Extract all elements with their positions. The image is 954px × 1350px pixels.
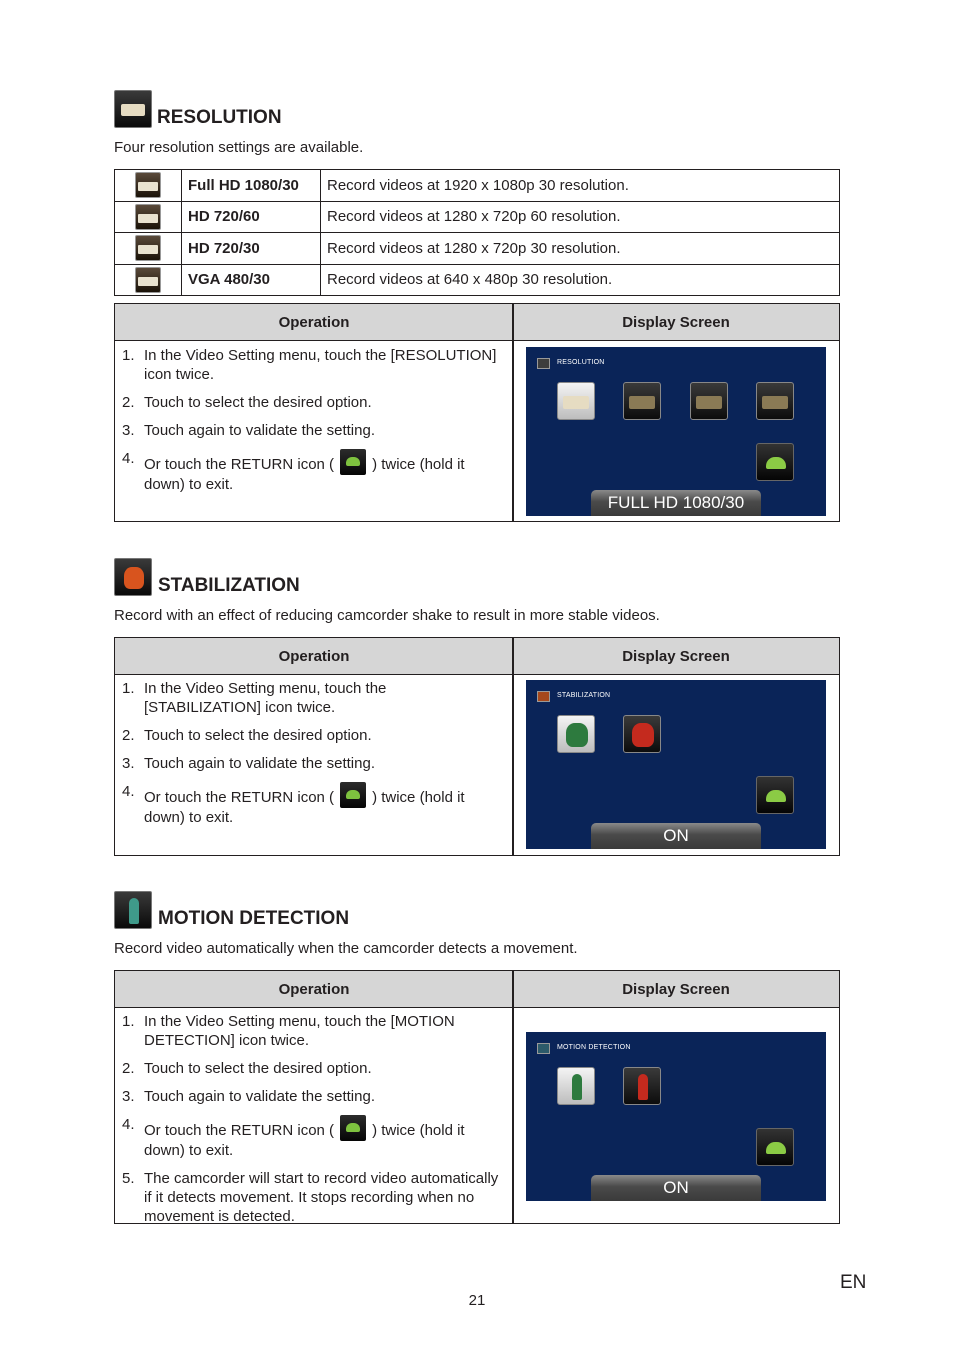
table-header bbox=[115, 304, 839, 341]
table-row bbox=[115, 233, 840, 265]
table-header bbox=[115, 638, 839, 675]
resolution-display-screen bbox=[526, 347, 826, 516]
display-screen-header: Display Screen bbox=[622, 314, 730, 331]
resolution-name: HD 720/60 bbox=[182, 201, 321, 233]
list-item: 1. In the Video Setting menu, touch the [STABILIZATION] icon twice. bbox=[122, 680, 387, 716]
screen-title: STABILIZATION bbox=[557, 692, 611, 699]
resolution-description: Four resolution settings are available. bbox=[114, 139, 364, 156]
motion-detection-off-option-icon[interactable] bbox=[623, 1067, 661, 1105]
hd-720-60-icon bbox=[135, 204, 161, 230]
stabilization-off-option-icon[interactable] bbox=[623, 715, 661, 753]
motion-detection-operation-table bbox=[114, 970, 840, 1224]
resolution-name: HD 720/30 bbox=[182, 233, 321, 265]
motion-detection-description: Record video automatically when the camcorder detects a movement. bbox=[114, 940, 578, 957]
list-item: 5. The camcorder will start to record video automatically if it detects movement. It stops recording when no movement is detected. bbox=[122, 1170, 499, 1225]
table-row bbox=[115, 170, 840, 202]
motion-detection-small-icon bbox=[537, 1043, 550, 1054]
resolution-desc: Record videos at 1280 x 720p 60 resolution. bbox=[321, 201, 840, 233]
stabilization-heading: STABILIZATION bbox=[158, 575, 300, 596]
operation-steps bbox=[121, 1012, 506, 1235]
selected-value-bar: FULL HD 1080/30 bbox=[591, 490, 761, 516]
full-hd-option-icon[interactable] bbox=[557, 382, 595, 420]
table-row bbox=[115, 201, 840, 233]
resolution-desc: Record videos at 1920 x 1080p 30 resolution. bbox=[321, 170, 840, 202]
return-button-icon[interactable] bbox=[756, 776, 794, 814]
operation-steps bbox=[121, 679, 506, 836]
hd-720-30-option-icon[interactable] bbox=[690, 382, 728, 420]
stabilization-operation-table bbox=[114, 637, 840, 856]
resolution-heading: RESOLUTION bbox=[157, 107, 282, 128]
table-row bbox=[115, 264, 840, 296]
list-item: 2. Touch to select the desired option. bbox=[122, 394, 372, 411]
motion-detection-section-icon bbox=[114, 891, 152, 929]
list-item: 4. Or touch the RETURN icon ( ) twice (hold it down) to exit. bbox=[122, 783, 465, 826]
language-label: EN bbox=[840, 1272, 867, 1293]
motion-detection-on-option-icon[interactable] bbox=[557, 1067, 595, 1105]
operation-header: Operation bbox=[278, 648, 350, 665]
motion-detection-display-screen bbox=[526, 1032, 826, 1201]
return-button-icon[interactable] bbox=[756, 443, 794, 481]
list-item: 1. In the Video Setting menu, touch the [MOTION DETECTION] icon twice. bbox=[122, 1013, 455, 1049]
page-number: 21 bbox=[468, 1292, 486, 1309]
table-header bbox=[115, 971, 839, 1008]
list-item: 3. Touch again to validate the setting. bbox=[122, 755, 375, 772]
list-item: 2. Touch to select the desired option. bbox=[122, 727, 372, 744]
list-item: 1. In the Video Setting menu, touch the [RESOLUTION] icon twice. bbox=[122, 347, 497, 383]
stabilization-small-icon bbox=[537, 691, 550, 702]
display-screen-header: Display Screen bbox=[622, 648, 730, 665]
resolution-name: VGA 480/30 bbox=[182, 264, 321, 296]
resolution-operation-table bbox=[114, 303, 840, 522]
vga-option-icon[interactable] bbox=[756, 382, 794, 420]
hd-720-30-icon bbox=[135, 235, 161, 261]
stabilization-description: Record with an effect of reducing camcorder shake to result in more stable videos. bbox=[114, 607, 660, 624]
return-icon bbox=[340, 449, 366, 475]
list-item: 4. Or touch the RETURN icon ( ) twice (hold it down) to exit. bbox=[122, 450, 465, 493]
operation-steps bbox=[121, 346, 506, 503]
full-hd-icon bbox=[135, 172, 161, 198]
operation-header: Operation bbox=[278, 314, 350, 331]
return-button-icon[interactable] bbox=[756, 1128, 794, 1166]
resolution-table bbox=[114, 169, 840, 296]
selected-value-bar: ON bbox=[591, 823, 761, 849]
operation-header: Operation bbox=[278, 981, 350, 998]
resolution-name: Full HD 1080/30 bbox=[182, 170, 321, 202]
resolution-small-icon bbox=[537, 358, 550, 369]
resolution-desc: Record videos at 640 x 480p 30 resolution. bbox=[321, 264, 840, 296]
list-item: 3. Touch again to validate the setting. bbox=[122, 422, 375, 439]
resolution-section-icon bbox=[114, 90, 152, 128]
stabilization-display-screen bbox=[526, 680, 826, 849]
selected-value-bar: ON bbox=[591, 1175, 761, 1201]
resolution-desc: Record videos at 1280 x 720p 30 resolution. bbox=[321, 233, 840, 265]
screen-title: MOTION DETECTION bbox=[557, 1044, 631, 1051]
stabilization-section-icon bbox=[114, 558, 152, 596]
list-item: 2. Touch to select the desired option. bbox=[122, 1060, 372, 1077]
return-icon bbox=[340, 782, 366, 808]
screen-title: RESOLUTION bbox=[557, 359, 605, 366]
hd-720-60-option-icon[interactable] bbox=[623, 382, 661, 420]
display-screen-header: Display Screen bbox=[622, 981, 730, 998]
return-icon bbox=[340, 1115, 366, 1141]
vga-icon bbox=[135, 267, 161, 293]
motion-detection-heading: MOTION DETECTION bbox=[158, 908, 350, 929]
list-item: 3. Touch again to validate the setting. bbox=[122, 1088, 375, 1105]
list-item: 4. Or touch the RETURN icon ( ) twice (hold it down) to exit. bbox=[122, 1116, 465, 1159]
stabilization-on-option-icon[interactable] bbox=[557, 715, 595, 753]
